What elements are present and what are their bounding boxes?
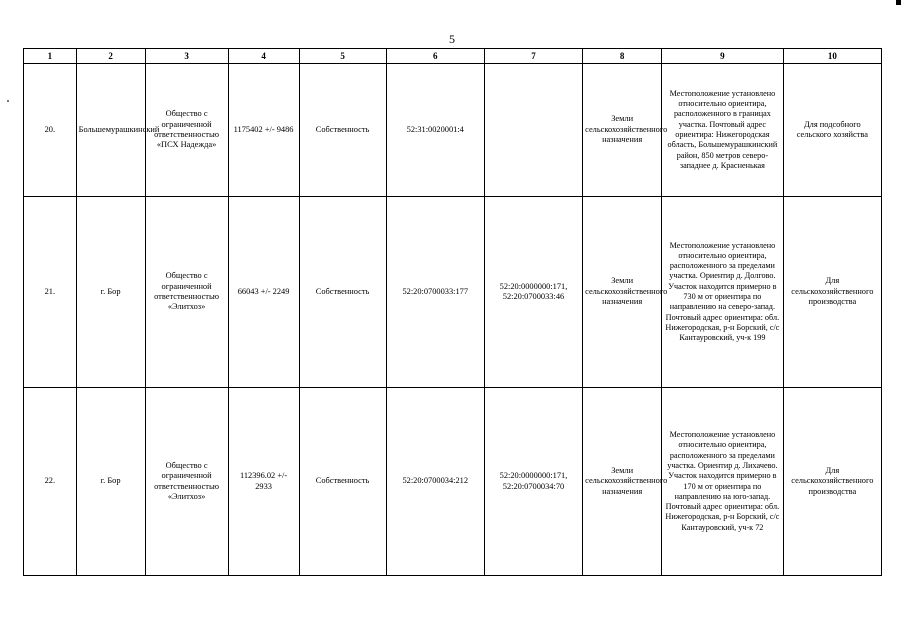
cadastral-number-cell: 52:20:0700034:212 <box>386 388 484 576</box>
district-cell: г. Бор <box>76 388 145 576</box>
table-header-row <box>24 49 882 64</box>
column-header: 7 <box>484 49 582 64</box>
land-plots-table <box>23 48 882 576</box>
cadastral-number-cell: 52:20:0700033:177 <box>386 197 484 388</box>
row-number: 22. <box>24 388 77 576</box>
land-category-cell: Земли сельскохозяйственного назначения <box>583 64 662 197</box>
column-header: 6 <box>386 49 484 64</box>
column-header: 8 <box>583 49 662 64</box>
table-row <box>24 197 882 388</box>
cadastral-number-cell: 52:31:0020001:4 <box>386 64 484 197</box>
column-header: 10 <box>783 49 881 64</box>
column-header: 1 <box>24 49 77 64</box>
land-category-cell: Земли сельскохозяйственного назначения <box>583 388 662 576</box>
district-cell: Большемурашкинский <box>76 64 145 197</box>
area-cell: 66043 +/- 2249 <box>228 197 299 388</box>
table-row <box>24 64 882 197</box>
scan-speck <box>7 100 9 102</box>
right-type-cell: Собственность <box>299 64 386 197</box>
page-number: 5 <box>449 32 455 46</box>
column-header: 9 <box>662 49 784 64</box>
location-cell: Местоположение установлено относительно ориентира, расположенного в границах участка. Почтовый адрес ориентира: Нижегородская область, Большемурашкинский район, 850 метров северо-западнее д. Красненькая <box>662 64 784 197</box>
owner-cell: Общество с ограниченной ответственностью «ПСХ Надежда» <box>145 64 228 197</box>
column-header: 5 <box>299 49 386 64</box>
permitted-use-cell: Для сельскохозяйственного производства <box>783 197 881 388</box>
row-number: 21. <box>24 197 77 388</box>
column-header: 3 <box>145 49 228 64</box>
scan-corner-mark <box>896 0 901 5</box>
permitted-use-cell: Для подсобного сельского хозяйства <box>783 64 881 197</box>
area-cell: 112396.02 +/- 2933 <box>228 388 299 576</box>
right-type-cell: Собственность <box>299 197 386 388</box>
parent-cadastral-cell: 52:20:0000000:171, 52:20:0700034:70 <box>484 388 582 576</box>
location-cell: Местоположение установлено относительно ориентира, расположенного за пределами участка. Ориентир д. Долгово. Участок находится примерно в 730 м от ориентира по направлению на северо-запад. Почтовый адрес ориентира: обл. Нижегородская, р-н Борский, с/с Кантауровский, уч-к 199 <box>662 197 784 388</box>
parent-cadastral-cell <box>484 64 582 197</box>
column-header: 4 <box>228 49 299 64</box>
row-number: 20. <box>24 64 77 197</box>
land-category-cell: Земли сельскохозяйственного назначения <box>583 197 662 388</box>
permitted-use-cell: Для сельскохозяйственного производства <box>783 388 881 576</box>
area-cell: 1175402 +/- 9486 <box>228 64 299 197</box>
location-cell: Местоположение установлено относительно ориентира, расположенного за пределами участка. Ориентир д. Лихачево. Участок находится примерно в 170 м от ориентира по направлению на юго-запад. Почтовый адрес ориентира: обл. Нижегородская, р-н Борский, с/с Кантауровский, уч-к 72 <box>662 388 784 576</box>
table-row <box>24 388 882 576</box>
owner-cell: Общество с ограниченной ответственностью «Элитхоз» <box>145 388 228 576</box>
parent-cadastral-cell: 52:20:0000000:171, 52:20:0700033:46 <box>484 197 582 388</box>
right-type-cell: Собственность <box>299 388 386 576</box>
district-cell: г. Бор <box>76 197 145 388</box>
owner-cell: Общество с ограниченной ответственностью «Элитхоз» <box>145 197 228 388</box>
column-header: 2 <box>76 49 145 64</box>
